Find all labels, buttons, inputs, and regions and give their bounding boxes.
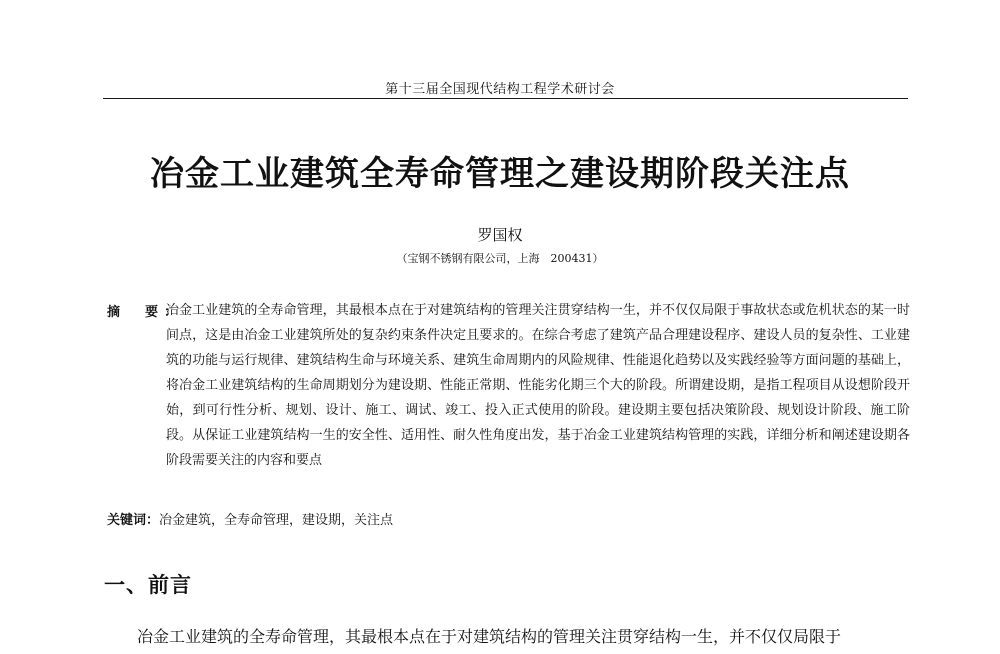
intro-paragraph: 冶金工业建筑的全寿命管理，其最根本点在于对建筑结构的管理关注贯穿结构一生，并不仅仅局限于 [137, 627, 842, 646]
keywords-row [107, 509, 393, 528]
paper-title: 冶金工业建筑全寿命管理之建设期阶段关注点 [150, 154, 850, 194]
abstract-label: 摘 要： [107, 305, 184, 320]
keywords-text: 冶金建筑，全寿命管理，建设期，关注点 [159, 513, 394, 528]
abstract-text: 冶金工业建筑的全寿命管理，其最根本点在于对建筑结构的管理关注贯穿结构一生，并不仅仅局限于事故状态或危机状态的某一时间点，这是由冶金工业建筑所处的复杂约束条件决定且要求的。在综合考虑了建筑产品合理建设程序、建设人员的复杂性、工业建筑的功能与运行规律、建筑结构生命与环境关系、建筑生命周期内的风险规律、性能退化趋势以及实践经验等方面问题的基础上，将冶金工业建筑结构的生命周期划分为建设期、性能正常期、性能劣化期三个大的阶段。所谓建设期，是指工程项目从设想阶段开始，到可行性分析、规划、设计、施工、调试、竣工、投入正式使用的阶段。建设期主要包括决策阶段、规划设计阶段、施工阶段。从保证工业建筑结构一生的安全性、适用性、耐久性角度出发，基于冶金工业建筑结构管理的实践，详细分析和阐述建设期各阶段需要关注的内容和要点 [166, 303, 910, 468]
section-heading-introduction: 一、前言 [104, 573, 192, 597]
author-affiliation: （宝钢不锈钢有限公司，上海 200431） [396, 252, 604, 265]
author-name: 罗国权 [477, 226, 523, 244]
keywords-label: 关键词： [107, 513, 160, 528]
running-header: 第十三届全国现代结构工程学术研讨会 [385, 82, 615, 97]
header-rule [103, 98, 908, 99]
